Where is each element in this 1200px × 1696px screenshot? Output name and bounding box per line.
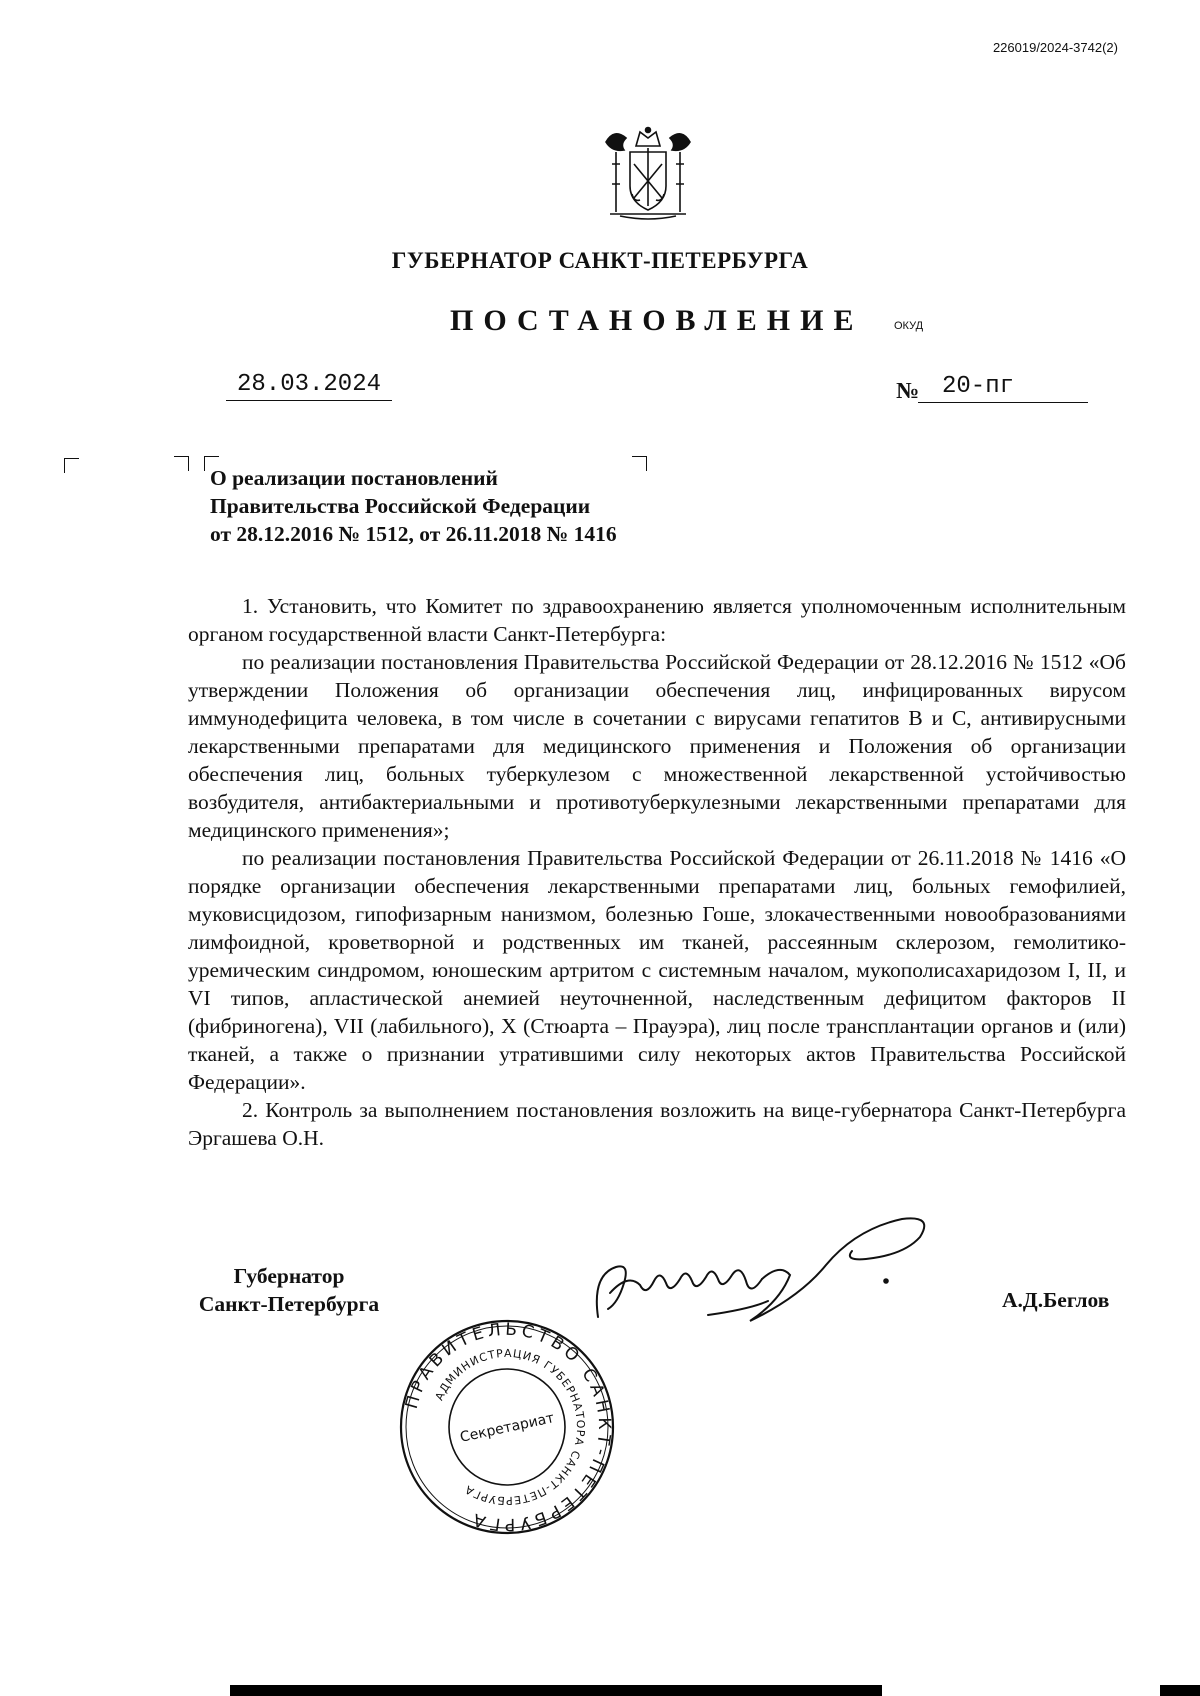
handwritten-signature: [590, 1205, 940, 1335]
coat-of-arms-icon: [596, 124, 700, 224]
subject-line: от 28.12.2016 № 1512, от 26.11.2018 № 1416: [210, 522, 617, 546]
document-number: 20-пг: [918, 372, 1088, 403]
paragraph: по реализации постановления Правительства Российской Федерации от 28.12.2016 № 1512 «Об утверждении Положения об организации обеспечения лиц, инфицированных вирусом иммунодефицита человека, в том числе в сочетании с вирусами гепатитов B и C, антивирусными лекарственными препаратами для медицинского применения и Положения об организации обеспечения лиц, больных туберкулезом с множественной лекарственной устойчивостью возбудителя, антибактериальными и противотуберкулезными лекарственными препаратами для медицинского применения»;: [188, 650, 1126, 842]
svg-text:АДМИНИСТРАЦИЯ ГУБЕРНАТОРА САНК: АДМИНИСТРАЦИЯ ГУБЕРНАТОРА САНКТ-ПЕТЕРБУРГА: [432, 1346, 588, 1508]
document-date: 28.03.2024: [226, 370, 392, 401]
document-type: ПОСТАНОВЛЕНИЕ: [450, 304, 864, 337]
svg-text:Секретариат: Секретариат: [458, 1410, 556, 1446]
signatory-name: А.Д.Беглов: [1002, 1288, 1110, 1312]
document-body: [188, 592, 1126, 1152]
okud-label: ОКУД: [894, 320, 924, 332]
paragraph: 1. Установить, что Комитет по здравоохранению является уполномоченным исполнительным органом государственной власти Санкт-Петербурга:: [188, 594, 1126, 646]
scan-edge-bar: [1160, 1685, 1200, 1696]
signatory-title-line: Санкт-Петербурга: [198, 1292, 380, 1316]
issuing-authority: ГУБЕРНАТОР САНКТ-ПЕТЕРБУРГА: [391, 248, 809, 273]
signatory-title-line: Губернатор: [233, 1264, 345, 1288]
svg-text:ПРАВИТЕЛЬСТВО САНКТ-ПЕТЕРБУРГА: ПРАВИТЕЛЬСТВО САНКТ-ПЕТЕРБУРГА: [401, 1319, 615, 1535]
paragraph: по реализации постановления Правительства Российской Федерации от 26.11.2018 № 1416 «О порядке организации обеспечения лекарственными препаратами лиц, больных гемофилией, муковисцидозом, гипофизарным нанизмом, болезнью Гоше, злокачественными новообразованиями лимфоидной, кроветворной и родственных им тканей, рассеянным склерозом, гемолитико-уремическим синдромом, юношеским артритом с системным началом, мукополисахаридозом I, II, и VI типов, апластической анемией неуточненной, наследственным дефицитом факторов II (фибриногена), VII (лабильного), X (Стюарта – Прауэра), лиц после трансплантации органов и (или) тканей, а также о признании утратившими силу некоторых актов Правительства Российской Федерации».: [188, 846, 1126, 1094]
scan-edge-bar: [230, 1685, 882, 1696]
number-label: №: [896, 378, 920, 403]
registration-number: 226019/2024-3742(2): [992, 40, 1118, 55]
corner-mark: [174, 456, 189, 471]
official-seal: [398, 1318, 616, 1536]
document-subject: [210, 464, 617, 548]
corner-mark: [632, 456, 647, 471]
subject-line: Правительства Российской Федерации: [210, 494, 591, 518]
corner-mark: [64, 458, 79, 473]
paragraph: 2. Контроль за выполнением постановления возложить на вице-губернатора Санкт-Петербурга Эргашева О.Н.: [188, 1098, 1126, 1150]
subject-line: О реализации постановлений: [210, 466, 498, 490]
signatory-title: [188, 1262, 390, 1318]
